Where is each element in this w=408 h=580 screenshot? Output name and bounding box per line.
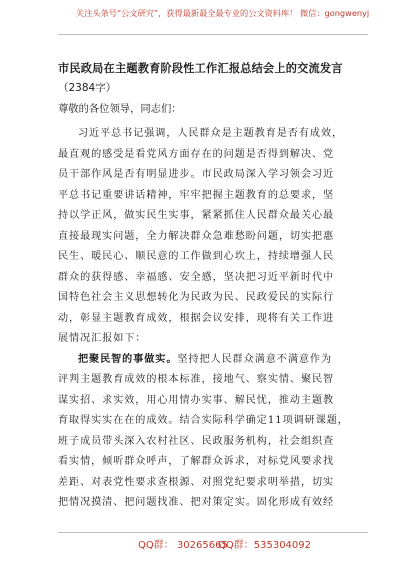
paragraph-line: 育取得实实在在的成效。结合实际科学确定11项调研课题， — [58, 415, 349, 426]
paragraph-line: 动，彰显主题教育成效，根据会议安排，现将有关工作进 — [58, 312, 335, 324]
paragraph-line: 民生、暖民心、顺民意的工作做到心坎上，持续增强人民 — [58, 251, 335, 262]
document-title: 市民政局在主题教育阶段性工作汇报总结会上的交流发言 — [58, 62, 343, 75]
paragraph-line: 平总书记重要讲话精神，牢牢把握主题教育的总要求，坚 — [58, 189, 335, 201]
paragraph-line: 最直观的感受是看党风方面存在的问题是否得到解决、党 — [58, 148, 335, 160]
paragraph-line: 群众的获得感、幸福感、安全感，坚决把习近平新时代中 — [58, 271, 335, 283]
paragraph-line: 员干部作风是否有明显进步。市民政局深入学习领会习近 — [58, 169, 335, 180]
paragraph-line: 评判主题教育成效的根本标准，接地气、察实情、聚民智 — [58, 374, 335, 385]
paragraph-line — [58, 350, 370, 371]
footer-qq-group-2: QQ群：535304092 — [218, 540, 312, 551]
paragraph-line: 持以学正风，做实民生实事，紧紧抓住人民群众最关心最 — [58, 210, 335, 221]
header-divider — [58, 34, 368, 35]
section-heading: 把聚民智的事做实。 — [78, 353, 178, 365]
footer-qq-group-1: QQ群： 30265665 — [138, 540, 228, 551]
document-body — [58, 124, 370, 514]
paragraph-line: 国特色社会主义思想转化为民政为民、民政爱民的实际行 — [58, 292, 335, 303]
paragraph-line: 班子成员带头深入农村社区、民政服务机构，社会组织查 — [58, 435, 335, 447]
paragraph-line: 差距、对表党性要求查根源、对照党纪要求明举措，切实 — [58, 476, 335, 488]
paragraph-line: 看实情，倾听群众呼声，了解群众诉求，对标党风要求找 — [58, 456, 335, 467]
paragraph-line: 直接最现实问题，全力解决群众急难愁盼问题，切实把惠 — [58, 230, 335, 242]
paragraph-line: 把情况摸清、把问题找准、把对策定实。固化形成有效经 — [58, 497, 335, 508]
footer-divider — [58, 532, 368, 533]
word-count: （2384字） — [58, 82, 117, 94]
paragraph-line: 习近平总书记强调，人民群众是主题教育是否有成效， — [78, 128, 344, 139]
paragraph-line: 展情况汇报如下： — [58, 333, 147, 344]
paragraph-text: 坚持把人民群众满意不满意作为 — [177, 353, 333, 365]
header-banner: 关注头条号“公文研究”，获得最新最全最专业的公文资料库！ 微信：gongwenyj — [76, 8, 370, 18]
paragraph-line: 谋实招、求实效，用心用情办实事、解民忧，推动主题教 — [58, 394, 335, 406]
salutation: 尊敬的各位领导，同志们： — [58, 103, 182, 115]
